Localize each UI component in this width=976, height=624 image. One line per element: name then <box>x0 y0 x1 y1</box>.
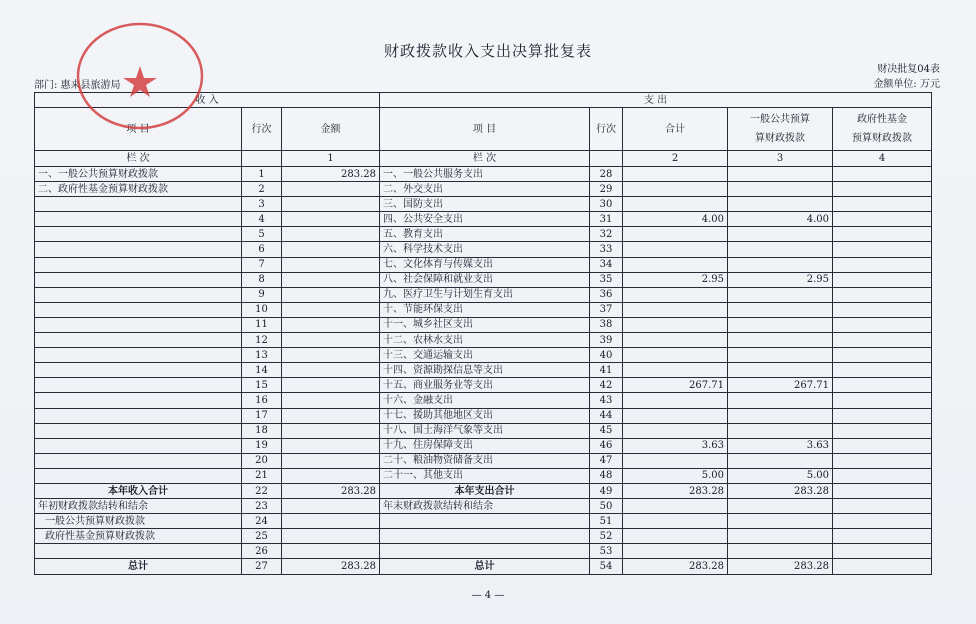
form-number: 财决批复04表 <box>877 64 940 75</box>
general-budget-amount <box>728 423 833 438</box>
expense-total <box>623 423 728 438</box>
expense-item: 十九、住房保障支出 <box>380 438 590 453</box>
index-4: 4 <box>833 151 932 167</box>
income-item-header: 项 目 <box>35 108 242 151</box>
table-row <box>35 212 932 227</box>
income-row-no: 21 <box>242 468 282 483</box>
general-budget-amount: 3.63 <box>728 438 833 453</box>
income-amount <box>282 272 380 287</box>
expense-total <box>623 393 728 408</box>
table-row <box>35 408 932 423</box>
expense-item: 十二、农林水支出 <box>380 333 590 348</box>
fund-budget-amount <box>833 257 932 272</box>
income-row-no: 15 <box>242 378 282 393</box>
general-budget-amount <box>728 302 833 317</box>
expense-item: 十七、援助其他地区支出 <box>380 408 590 423</box>
income-amount <box>282 529 380 544</box>
income-amount <box>282 227 380 242</box>
fund-budget-amount <box>833 242 932 257</box>
expense-index-label: 栏 次 <box>380 151 590 167</box>
income-row-no: 1 <box>242 167 282 182</box>
income-row-no: 11 <box>242 317 282 332</box>
expense-total <box>623 167 728 182</box>
expense-item: 十一、城乡社区支出 <box>380 317 590 332</box>
fund-budget-amount <box>833 544 932 559</box>
expense-item: 本年支出合计 <box>380 483 590 498</box>
expense-item: 二十、粮油物资储备支出 <box>380 453 590 468</box>
fund-budget-amount <box>833 348 932 363</box>
table-row <box>35 468 932 483</box>
income-item: 年初财政拨款结转和结余 <box>35 499 242 514</box>
expense-total <box>623 333 728 348</box>
general-budget-amount <box>728 529 833 544</box>
general-budget-header <box>728 108 833 151</box>
expense-item: 十五、商业服务业等支出 <box>380 378 590 393</box>
expense-row-no: 42 <box>590 378 623 393</box>
expense-row-no: 48 <box>590 468 623 483</box>
expense-total: 267.71 <box>623 378 728 393</box>
expense-row-no: 38 <box>590 317 623 332</box>
fund-budget-amount <box>833 272 932 287</box>
general-budget-amount <box>728 544 833 559</box>
fund-budget-amount <box>833 514 932 529</box>
income-item: 一般公共预算财政拨款 <box>35 514 242 529</box>
expense-row-no: 47 <box>590 453 623 468</box>
income-amount <box>282 182 380 197</box>
fund-budget-amount <box>833 287 932 302</box>
income-amount <box>282 212 380 227</box>
expense-row-no: 45 <box>590 423 623 438</box>
expense-row-no: 33 <box>590 242 623 257</box>
expense-total-header: 合计 <box>623 108 728 151</box>
expense-total <box>623 514 728 529</box>
fund-budget-amount <box>833 167 932 182</box>
income-row-no: 25 <box>242 529 282 544</box>
expense-item: 八、社会保障和就业支出 <box>380 272 590 287</box>
income-row-no: 16 <box>242 393 282 408</box>
fund-budget-header <box>833 108 932 151</box>
expense-total: 2.95 <box>623 272 728 287</box>
expense-item: 十八、国土海洋气象等支出 <box>380 423 590 438</box>
fund-budget-amount <box>833 559 932 574</box>
expense-total: 283.28 <box>623 559 728 574</box>
general-budget-amount <box>728 453 833 468</box>
amount-unit: 金额单位: 万元 <box>873 79 940 90</box>
table-row <box>35 287 932 302</box>
index-3: 3 <box>728 151 833 167</box>
expense-total: 283.28 <box>623 483 728 498</box>
income-row-no: 19 <box>242 438 282 453</box>
income-row-no: 23 <box>242 499 282 514</box>
income-row-no: 7 <box>242 257 282 272</box>
expense-row-no: 52 <box>590 529 623 544</box>
income-item <box>35 287 242 302</box>
fund-budget-amount <box>833 438 932 453</box>
expense-total <box>623 182 728 197</box>
fund-budget-header-line2: 预算财政拨款 <box>852 133 913 144</box>
expense-total <box>623 499 728 514</box>
income-index-label: 栏 次 <box>35 151 242 167</box>
expense-row-no: 39 <box>590 333 623 348</box>
income-item <box>35 393 242 408</box>
income-row-no: 4 <box>242 212 282 227</box>
general-budget-amount <box>728 333 833 348</box>
fund-budget-amount <box>833 378 932 393</box>
income-item <box>35 317 242 332</box>
expense-total: 5.00 <box>623 468 728 483</box>
expense-total <box>623 363 728 378</box>
income-amount <box>282 257 380 272</box>
general-budget-amount <box>728 363 833 378</box>
income-row-no: 18 <box>242 423 282 438</box>
fund-budget-amount <box>833 483 932 498</box>
index-1: 1 <box>282 151 380 167</box>
general-budget-amount: 5.00 <box>728 468 833 483</box>
income-amount: 283.28 <box>282 167 380 182</box>
income-amount <box>282 514 380 529</box>
income-amount <box>282 408 380 423</box>
table-row <box>35 348 932 363</box>
fund-budget-amount <box>833 423 932 438</box>
department-label: 部门: 惠来县旅游局 <box>34 80 121 91</box>
income-item <box>35 453 242 468</box>
fund-budget-amount <box>833 227 932 242</box>
general-budget-amount <box>728 242 833 257</box>
income-amount <box>282 317 380 332</box>
expense-row-no: 54 <box>590 559 623 574</box>
table-row <box>35 197 932 212</box>
expense-row-no: 34 <box>590 257 623 272</box>
income-item <box>35 408 242 423</box>
fund-budget-amount <box>833 529 932 544</box>
income-item <box>35 242 242 257</box>
income-row-no: 27 <box>242 559 282 574</box>
general-budget-amount <box>728 227 833 242</box>
income-amount <box>282 438 380 453</box>
expense-total <box>623 257 728 272</box>
table-row <box>35 257 932 272</box>
table-row <box>35 227 932 242</box>
income-row-no: 20 <box>242 453 282 468</box>
expense-item <box>380 529 590 544</box>
expense-row-no: 40 <box>590 348 623 363</box>
general-budget-amount: 267.71 <box>728 378 833 393</box>
expense-total <box>623 453 728 468</box>
expense-total <box>623 197 728 212</box>
expense-row-no: 35 <box>590 272 623 287</box>
income-row-no: 13 <box>242 348 282 363</box>
fund-budget-amount <box>833 363 932 378</box>
income-amount <box>282 348 380 363</box>
table-row <box>35 182 932 197</box>
income-row-no: 2 <box>242 182 282 197</box>
expense-item: 七、文化体育与传媒支出 <box>380 257 590 272</box>
general-budget-amount: 283.28 <box>728 483 833 498</box>
expense-total: 3.63 <box>623 438 728 453</box>
income-index-rowno <box>242 151 282 167</box>
income-amount <box>282 287 380 302</box>
expense-item: 二十一、其他支出 <box>380 468 590 483</box>
expense-row-no: 46 <box>590 438 623 453</box>
expense-row-no: 31 <box>590 212 623 227</box>
fund-budget-amount <box>833 468 932 483</box>
expense-item: 三、国防支出 <box>380 197 590 212</box>
general-budget-amount <box>728 182 833 197</box>
expense-row-no: 51 <box>590 514 623 529</box>
income-item <box>35 363 242 378</box>
table-row <box>35 438 932 453</box>
expense-row-no: 49 <box>590 483 623 498</box>
expense-row-no: 37 <box>590 302 623 317</box>
expense-total <box>623 242 728 257</box>
expense-item: 一、一般公共服务支出 <box>380 167 590 182</box>
income-row-no: 6 <box>242 242 282 257</box>
income-item <box>35 333 242 348</box>
income-amount <box>282 423 380 438</box>
expense-total: 4.00 <box>623 212 728 227</box>
expense-total <box>623 408 728 423</box>
income-amount <box>282 242 380 257</box>
expense-section-header: 支 出 <box>380 93 932 108</box>
expense-total <box>623 227 728 242</box>
income-item <box>35 378 242 393</box>
general-budget-amount: 2.95 <box>728 272 833 287</box>
fund-budget-amount <box>833 182 932 197</box>
general-budget-amount <box>728 408 833 423</box>
income-item <box>35 348 242 363</box>
column-header-row <box>35 108 932 151</box>
expense-row-no: 28 <box>590 167 623 182</box>
table-row <box>35 559 932 574</box>
general-budget-header-line1: 一般公共预算 <box>750 114 810 125</box>
income-row-no-header: 行次 <box>242 108 282 151</box>
expense-row-no: 50 <box>590 499 623 514</box>
income-item <box>35 468 242 483</box>
expense-item: 十三、交通运输支出 <box>380 348 590 363</box>
table-row <box>35 167 932 182</box>
table-row <box>35 529 932 544</box>
expense-total <box>623 348 728 363</box>
income-item: 一、一般公共预算财政拨款 <box>35 167 242 182</box>
table-row <box>35 363 932 378</box>
expense-total <box>623 287 728 302</box>
general-budget-amount <box>728 167 833 182</box>
approval-table <box>34 92 932 575</box>
income-item <box>35 227 242 242</box>
expense-item: 五、教育支出 <box>380 227 590 242</box>
expense-item: 九、医疗卫生与计划生育支出 <box>380 287 590 302</box>
fund-budget-amount <box>833 317 932 332</box>
income-amount <box>282 302 380 317</box>
table-row <box>35 378 932 393</box>
income-amount <box>282 468 380 483</box>
general-budget-amount: 4.00 <box>728 212 833 227</box>
income-row-no: 12 <box>242 333 282 348</box>
expense-item: 六、科学技术支出 <box>380 242 590 257</box>
fund-budget-amount <box>833 408 932 423</box>
income-row-no: 3 <box>242 197 282 212</box>
income-item <box>35 212 242 227</box>
expense-row-no: 36 <box>590 287 623 302</box>
fund-budget-amount <box>833 333 932 348</box>
expense-item: 二、外交支出 <box>380 182 590 197</box>
general-budget-amount <box>728 514 833 529</box>
expense-row-no: 44 <box>590 408 623 423</box>
table-row <box>35 483 932 498</box>
expense-row-no-header: 行次 <box>590 108 623 151</box>
expense-item: 四、公共安全支出 <box>380 212 590 227</box>
income-amount <box>282 499 380 514</box>
expense-item: 年末财政拨款结转和结余 <box>380 499 590 514</box>
income-amount <box>282 197 380 212</box>
income-amount <box>282 333 380 348</box>
general-budget-header-line2: 算财政拨款 <box>755 133 805 144</box>
fund-budget-amount <box>833 453 932 468</box>
income-amount-header: 金额 <box>282 108 380 151</box>
income-amount: 283.28 <box>282 483 380 498</box>
income-row-no: 17 <box>242 408 282 423</box>
expense-row-no: 30 <box>590 197 623 212</box>
table-row <box>35 302 932 317</box>
expense-row-no: 32 <box>590 227 623 242</box>
expense-index-rowno <box>590 151 623 167</box>
expense-row-no: 29 <box>590 182 623 197</box>
table-row <box>35 423 932 438</box>
expense-item-header: 项 目 <box>380 108 590 151</box>
income-section-header: 收 入 <box>35 93 380 108</box>
page-number: — 4 — <box>471 590 505 601</box>
expense-item <box>380 544 590 559</box>
general-budget-amount <box>728 197 833 212</box>
expense-total <box>623 529 728 544</box>
expense-total <box>623 317 728 332</box>
page-title: 财政拨款收入支出决算批复表 <box>383 42 592 60</box>
index-row <box>35 151 932 167</box>
section-header-row <box>35 93 932 108</box>
income-item <box>35 438 242 453</box>
table-row <box>35 544 932 559</box>
expense-item: 十、节能环保支出 <box>380 302 590 317</box>
expense-row-no: 43 <box>590 393 623 408</box>
general-budget-amount <box>728 499 833 514</box>
income-item <box>35 257 242 272</box>
general-budget-amount <box>728 257 833 272</box>
table-row <box>35 272 932 287</box>
table-row <box>35 333 932 348</box>
income-amount: 283.28 <box>282 559 380 574</box>
income-row-no: 26 <box>242 544 282 559</box>
table-row <box>35 242 932 257</box>
general-budget-amount <box>728 348 833 363</box>
income-item: 本年收入合计 <box>35 483 242 498</box>
income-item: 二、政府性基金预算财政拨款 <box>35 182 242 197</box>
income-item <box>35 197 242 212</box>
general-budget-amount: 283.28 <box>728 559 833 574</box>
fund-budget-amount <box>833 499 932 514</box>
table-row <box>35 317 932 332</box>
income-item: 总计 <box>35 559 242 574</box>
fund-budget-amount <box>833 212 932 227</box>
income-amount <box>282 453 380 468</box>
table-row <box>35 514 932 529</box>
income-row-no: 22 <box>242 483 282 498</box>
expense-row-no: 41 <box>590 363 623 378</box>
income-amount <box>282 393 380 408</box>
income-row-no: 10 <box>242 302 282 317</box>
expense-total <box>623 544 728 559</box>
income-row-no: 8 <box>242 272 282 287</box>
income-item <box>35 544 242 559</box>
income-row-no: 14 <box>242 363 282 378</box>
income-item <box>35 302 242 317</box>
general-budget-amount <box>728 317 833 332</box>
income-item <box>35 272 242 287</box>
table-row <box>35 393 932 408</box>
table-row <box>35 499 932 514</box>
table-row <box>35 453 932 468</box>
income-item: 政府性基金预算财政拨款 <box>35 529 242 544</box>
income-row-no: 24 <box>242 514 282 529</box>
income-row-no: 9 <box>242 287 282 302</box>
expense-row-no: 53 <box>590 544 623 559</box>
expense-item: 总计 <box>380 559 590 574</box>
expense-item <box>380 514 590 529</box>
fund-budget-amount <box>833 393 932 408</box>
general-budget-amount <box>728 393 833 408</box>
fund-budget-amount <box>833 197 932 212</box>
index-2: 2 <box>623 151 728 167</box>
general-budget-amount <box>728 287 833 302</box>
fund-budget-amount <box>833 302 932 317</box>
expense-item: 十四、资源勘探信息等支出 <box>380 363 590 378</box>
income-amount <box>282 544 380 559</box>
expense-total <box>623 302 728 317</box>
income-amount <box>282 363 380 378</box>
fund-budget-header-line1: 政府性基金 <box>857 114 908 125</box>
expense-item: 十六、金融支出 <box>380 393 590 408</box>
income-item <box>35 423 242 438</box>
income-amount <box>282 378 380 393</box>
income-row-no: 5 <box>242 227 282 242</box>
